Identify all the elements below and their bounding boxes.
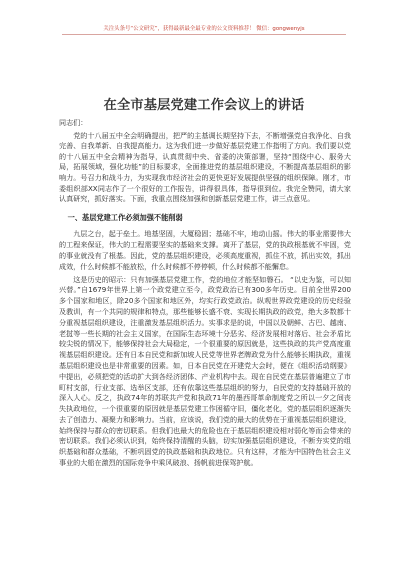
section1-paragraph-1: 九层之台，起于垒土。地基坚固，大厦稳固；基础不牢，地动山摇。伟大的事业需要伟大的工程来保证，伟大的工程需要坚实的基础来支撑。离开了基层，党的执政根基就不牢固，党的事业就没有了根基。因此，党的基层组织建设，必须高度重视，抓住不放，抓出实效，抓出成效，什么时候都不能放松，什么时候都不停停顿，什么时候都不能懈怠。 — [59, 229, 351, 271]
section-heading-1: 一、基层党建工作必须加强不能削弱 — [67, 212, 183, 222]
intro-paragraph: 党的十八届五中全会明确提出，把严的主基调长期坚持下去，不断增强党自我净化、自我完善、自我革新、自我提高能力。这为我们进一步做好基层党建工作指明了方向。我们要以党的十八届五中全会精神为指导，认真贯彻中央、省委的决策部署，坚持“围绕中心、服务大局，拓展领域，强化功能”的目标要求，全面推进党的基层组织建设，不断提高基层组织的影响力。号召力和战斗力，为实现我市经济社会的更快更好发展提供坚强的组织保障。刚才，市委组织部XX同志作了一个很好的工作报告，讲得很具体，指导很到位。我完全赞同，请大家认真研究，抓好落实。下面，我重点围绕加强和创新基层党建工作，讲三点意见。 — [59, 130, 351, 204]
document-body — [59, 116, 351, 469]
greeting: 同志们： — [59, 118, 88, 127]
document-title: 在全市基层党建工作会议上的讲话 — [103, 98, 305, 113]
section1-paragraph-2: 这是历史的昭示：只有加强基层党建工作，党的地位才能坚如磐石。 “以史为鉴，可以知兴替。”自1679年世界上第一个政党建立至今，政党政治已有300多年历史。目前全世界200多个国家和地区，除20多个国家和地区外，均实行政党政治。纵观世界政党建设的历史经验及教训，有一个共同的规律和特点，那些能够长盛不衰、实现长期执政的政党，绝大多数都十分重视基层组织建设，注重激发基层组织活力。实事求是的说，中国以及朝鲜、古巴、越南、老挝等一些长期的社会主义国家，在国际生态环境十分恶劣、经济发展相对落后、社会矛盾比较尖锐的情况下，能够保持社会大局稳定，一个很重要的原因就是，这些执政的共产党高度重视基层组织建设。还有日本自民党和新加坡人民党等世界老牌政党为什么能够长期执政，重视基层组织建设也是非常重要的因素。如，日本自民党在开建党大会时，便在《组织活动纲要》中提出，必须把党的活动扩大到各经济团体、产业机构中去。现在自民党在基层普遍建立了市町村支部，行业支部、选举区支部，还有依靠这些基层组织的努力，自民党的支持基础开放的深入人心。反之，执政74年的苏联共产党和执政71年的墨西哥革命制度党之所以一夕之间丧失执政地位，一个很重要的原因就是基层党建工作困循守旧，僵化老化，党的基层组织逐渐失去了创造力、凝聚力和影响力。当前，应该说，我们党的最大的优势在于重视基层组织建设，始终保持与群众的密切联系。但我们也最大的危险也在于基层组织建设相对弱化等而会带来的密切联系。我们必须认识到，始终保持清醒的头脑，切实加强基层组织建设，不断夯实党的组织基础和群众基础，不断巩固党的执政基础和执政地位。只有这样，才能为中国特色社会主义事业的大船在激烈的国际竞争中乘风破浪、扬帆前进保驾护航。 — [59, 274, 351, 468]
banner-divider — [62, 34, 346, 35]
promo-banner: 关注头条号“公文研究”，获得最新最全最专业的公文资料推荐！ 微信：gongwenyjs — [103, 26, 305, 32]
